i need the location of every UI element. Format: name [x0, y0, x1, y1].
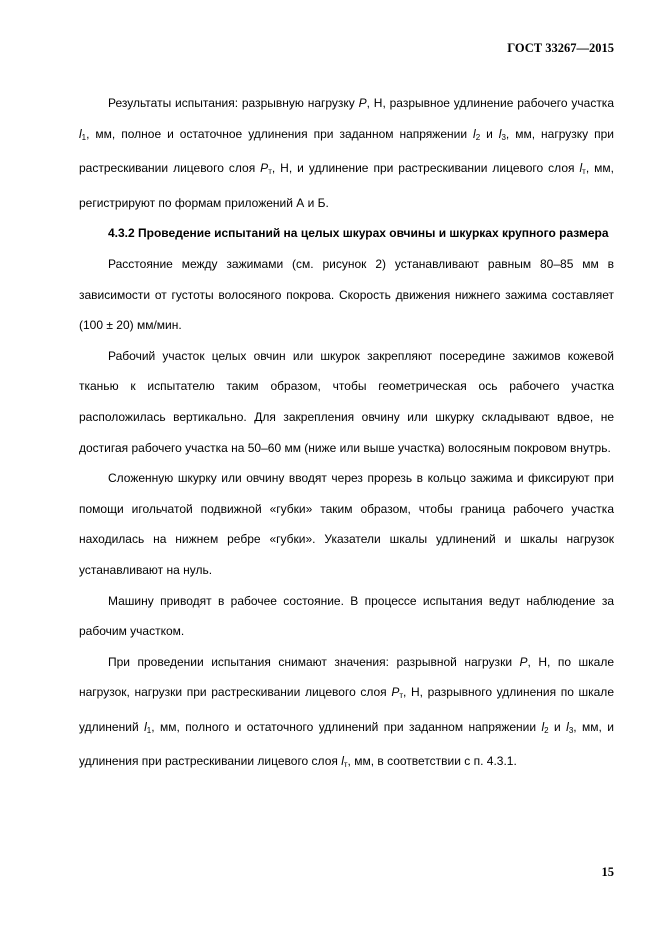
page-number: 15 — [601, 865, 614, 879]
section-heading — [79, 218, 614, 249]
text-run: , мм, полного и остаточного удлинений при заданном напряжении — [151, 719, 542, 734]
subscript: 2 — [475, 132, 481, 142]
subscript: т — [399, 691, 403, 701]
italic-symbol: l — [566, 719, 569, 734]
text-run: , Н, разрывного удлинения по шкале удлинений — [79, 685, 614, 734]
paragraph — [79, 463, 614, 585]
text-run: Сложенную шкурку или овчину вводят через прорезь в кольцо зажима и фиксируют при помощи игольчатой подвижной «губки» таким образом, чтобы граница рабочего участка находилась на нижнем ребре «губки». Указатели шкалы удлинений и шкалы нагрузок устанавливают на нуль. — [79, 471, 614, 577]
italic-symbol: P — [519, 654, 528, 669]
text-run: , Н, и удлинение при растрескивании лицевого слоя — [271, 161, 580, 176]
paragraph — [79, 88, 614, 218]
document-body — [79, 88, 614, 781]
subscript: т — [582, 167, 586, 177]
italic-symbol: P — [260, 161, 269, 176]
text-run: , мм, полное и остаточное удлинения при заданном напряжении — [86, 126, 474, 141]
text-run: и — [548, 719, 567, 734]
italic-symbol: P — [358, 96, 367, 110]
subscript: т — [268, 167, 272, 177]
italic-symbol: l — [498, 126, 502, 141]
text-run: Результаты испытания: разрывную нагрузку — [108, 96, 359, 110]
text-run: , мм, в соответствии с п. 4.3.1. — [347, 754, 517, 769]
text-run: Машину приводят в рабочее состояние. В процессе испытания ведут наблюдение за рабочим участком. — [79, 593, 614, 639]
text-run: , Н, разрывное удлинение рабочего участка — [366, 96, 614, 110]
paragraph — [79, 249, 614, 341]
subscript: 3 — [568, 725, 574, 735]
paragraph — [79, 586, 614, 647]
text-run: , мм, регистрируют по формам приложений А и Б. — [79, 161, 614, 210]
subscript: т — [343, 760, 348, 770]
paragraph — [79, 341, 614, 463]
text-run: При проведении испытания снимают значения: разрывной нагрузки — [108, 654, 520, 669]
italic-symbol: l — [341, 754, 344, 769]
text-run: Расстояние между зажимами (см. рисунок 2) устанавливают равным 80–85 мм в зависимости от густоты волосяного покрова. Скорость движения нижнего зажима составляет (100 ± 20) мм/мин. — [79, 256, 614, 333]
text-run: 4.3.2 Проведение испытаний на целых шкурах овчины и шкурках крупного размера — [108, 226, 609, 241]
subscript: 3 — [501, 132, 506, 142]
text-run: и — [480, 126, 499, 141]
italic-symbol: l — [473, 126, 476, 141]
text-run: Рабочий участок целых овчин или шкурок закрепляют посередине зажимов кожевой тканью к испытателю таким образом, чтобы геометрическая ось рабочего участка расположилась вертикально. Для закрепления овчину или шкурку складывают вдвое, не достигая рабочего участка на 50–60 мм (ниже или выше участка) волосяным покровом внутрь. — [79, 348, 614, 455]
italic-symbol: l — [79, 126, 82, 141]
subscript: 1 — [81, 132, 87, 142]
italic-symbol: P — [391, 685, 400, 700]
text-run: , Н, по шкале нагрузок, нагрузки при растрескивании лицевого слоя — [79, 654, 614, 700]
paragraph — [79, 647, 614, 781]
italic-symbol: l — [541, 719, 545, 734]
subscript: 2 — [544, 725, 549, 735]
document-header: ГОСТ 33267—2015 — [507, 41, 614, 55]
text-run: , мм, и удлинения при растрескивании лицевого слоя — [79, 719, 614, 769]
italic-symbol: l — [144, 719, 147, 734]
italic-symbol: l — [579, 161, 583, 176]
subscript: 1 — [146, 725, 152, 735]
text-run: , мм, нагрузку при растрескивании лицевого слоя — [79, 126, 614, 176]
